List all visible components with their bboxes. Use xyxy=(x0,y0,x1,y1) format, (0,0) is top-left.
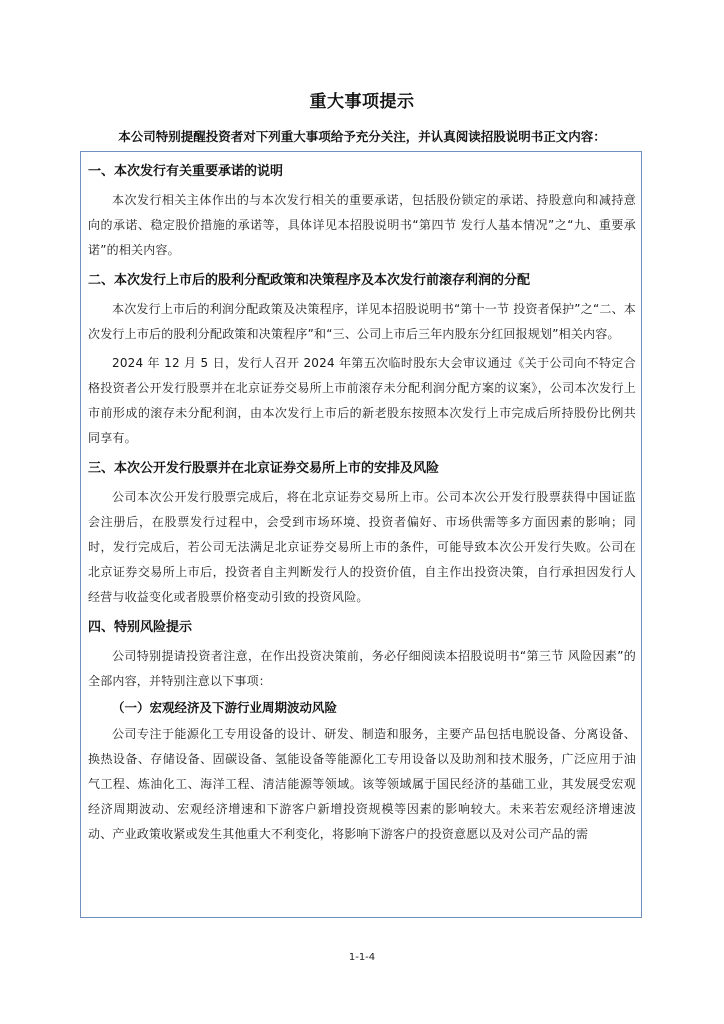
section-2-paragraph-1: 本次发行上市后的利润分配政策及决策程序，详见本招股说明书“第十一节 投资者保护”之“二、本次发行上市后的股利分配政策和决策程序”和“三、公司上市后三年内股东分红回报规划”相关内容。 xyxy=(88,302,636,341)
section-1-paragraph: 本次发行相关主体作出的与本次发行相关的重要承诺，包括股份锁定的承诺、持股意向和减持意向的承诺、稳定股价措施的承诺等，具体详见本招股说明书“第四节 发行人基本情况”之“九、重要承诺”的相关内容。 xyxy=(88,193,636,257)
page-number: 1-1-4 xyxy=(348,952,376,963)
section-1-heading: 一、本次发行有关重要承诺的说明 xyxy=(88,164,284,179)
section-4-paragraph: 公司特别提请投资者注意，在作出投资决策前，务必仔细阅读本招股说明书“第三节 风险因素”的全部内容，并特别注意以下事项： xyxy=(88,649,636,688)
important-notice: 本公司特别提醒投资者对下列重大事项给予充分关注，并认真阅读招股说明书正文内容： xyxy=(118,129,606,144)
section-3-paragraph: 公司本次公开发行股票完成后，将在北京证券交易所上市。公司本次公开发行股票获得中国证监会注册后，在股票发行过程中，会受到市场环境、投资者偏好、市场供需等多方面因素的影响；同时，发行完成后，若公司无法满足北京证券交易所上市的条件，可能导致本次公开发行失败。公司在北京证券交易所上市后，投资者自主判断发行人的投资价值，自主作出投资决策，自行承担因发行人经营与收益变化或者股票价格变动引致的投资风险。 xyxy=(88,490,636,604)
section-3-heading: 三、本次公开发行股票并在北京证券交易所上市的安排及风险 xyxy=(88,461,440,476)
content-frame xyxy=(80,151,642,918)
page-title: 重大事项提示 xyxy=(309,92,415,112)
content-body xyxy=(88,152,636,851)
subsection-1-paragraph: 公司专注于能源化工专用设备的设计、研发、制造和服务，主要产品包括电脱设备、分离设备、换热设备、存储设备、固碳设备、氢能设备等能源化工专用设备以及助剂和技术服务，广泛应用于油气工程、炼油化工、海洋工程、清洁能源等领域。该等领域属于国民经济的基础工业，其发展受宏观经济周期波动、宏观经济增速和下游客户新增投资规模等因素的影响较大。未来若宏观经济增速波动、产业政策收紧或发生其他重大不利变化，将影响下游客户的投资意愿以及对公司产品的需 xyxy=(88,727,636,841)
subsection-1-heading: （一）宏观经济及下游行业周期波动风险 xyxy=(112,700,338,715)
section-2-paragraph-2: 2024 年 12 月 5 日，发行人召开 2024 年第五次临时股东大会审议通过《关于公司向不特定合格投资者公开发行股票并在北京证券交易所上市前滚存未分配利润分配方案的议案》，公司本次发行上市前形成的滚存未分配利润，由本次发行上市后的新老股东按照本次发行上市完成后所持股份比例共同享有。 xyxy=(88,356,636,445)
section-2-heading: 二、本次发行上市后的股利分配政策和决策程序及本次发行前滚存利润的分配 xyxy=(88,273,531,288)
section-4-heading: 四、特别风险提示 xyxy=(88,620,193,635)
